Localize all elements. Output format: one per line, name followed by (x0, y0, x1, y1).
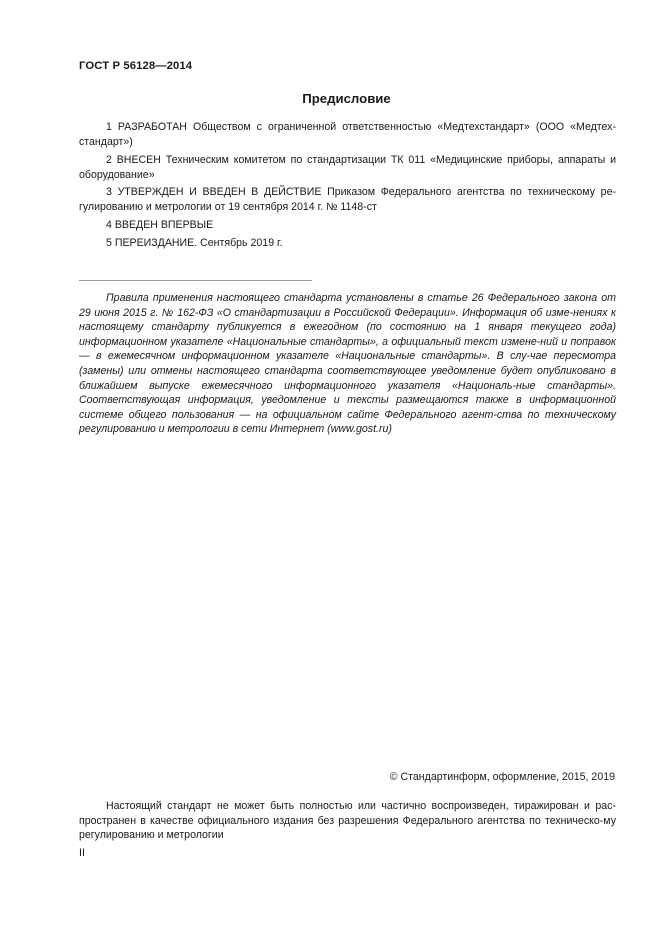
preface-title: Предисловие (302, 91, 391, 106)
preface-item-3-block (79, 185, 616, 214)
preface-item-5-block (79, 236, 616, 251)
preface-item-2: 2 ВНЕСЕН Техническим комитетом по стандартизации ТК 011 «Медицинские приборы, аппараты и оборудование» (79, 154, 616, 181)
preface-item-1: 1 РАЗРАБОТАН Обществом с ограниченной ответственностью «Медтехстандарт» (ООО «Медтех-стандарт») (79, 121, 616, 148)
separator-line (79, 280, 312, 281)
standard-number: ГОСТ Р 56128—2014 (79, 60, 193, 72)
reproduction-notice: Настоящий стандарт не может быть полностью или частично воспроизведен, тиражирован и рас-пространен в качестве официального издания без разрешения Федерального агентства по техническо-му регулированию и метрологии (79, 800, 616, 842)
reproduction-block (79, 799, 616, 843)
preface-item-2-block (79, 153, 616, 182)
preface-item-4-block (79, 218, 616, 233)
preface-item-5: 5 ПЕРЕИЗДАНИЕ. Сентябрь 2019 г. (106, 237, 283, 249)
notice-block (79, 291, 616, 437)
notice-paragraph: Правила применения настоящего стандарта установлены в статье 26 Федерального закона от 29 июня 2015 г. № 162-ФЗ «О стандартизации в Российской Федерации». Информация об изме-нениях к настоящему стандарту публикуется в ежегодном (по состоянию на 1 января текущего года) информационном указателе «Национальные стандарты», а официальный текст измене-ний и поправок — в ежемесячном информационном указателе «Национальные стандарты». В слу-чае пересмотра (замены) или отмены настоящего стандарта соответствующее уведомление будет опубликовано в ближайшем выпуске ежемесячного информационного указателя «Националь-ные стандарты». Соответствующая информация, уведомление и тексты размещаются также в информационной системе общего пользования — на официальном сайте Федерального агент-ства по техническому регулированию и метрологии в сети Интернет (www.gost.ru) (79, 292, 616, 436)
page-number: II (79, 847, 85, 859)
preface-item-3: 3 УТВЕРЖДЕН И ВВЕДЕН В ДЕЙСТВИЕ Приказом Федерального агентства по техническому ре-гулированию и метрологии от 19 сентября 2014 г. № 1148-ст (79, 186, 616, 213)
preface-item-1-block (79, 120, 616, 149)
preface-item-4: 4 ВВЕДЕН ВПЕРВЫЕ (106, 219, 214, 231)
copyright-line: © Стандартинформ, оформление, 2015, 2019 (389, 771, 615, 783)
